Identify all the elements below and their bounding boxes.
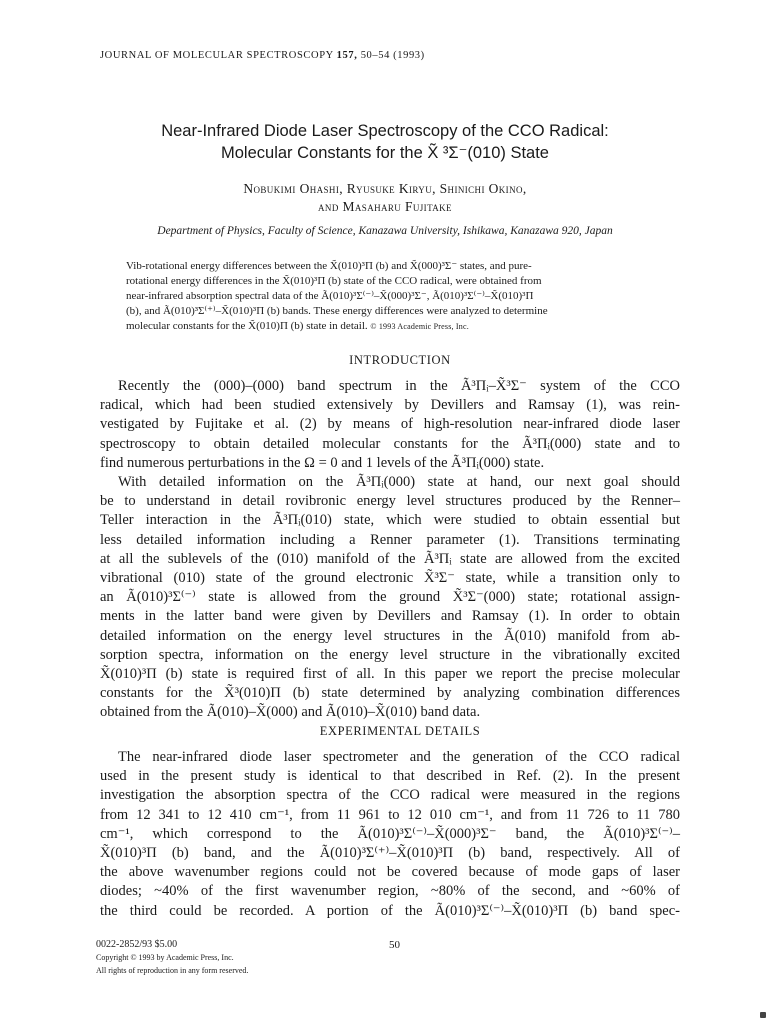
text-line: at all the sublevels of the (010) manifold of the Ã³Πᵢ state are allowed from the excited	[100, 550, 680, 567]
text-line: find numerous perturbations in the Ω = 0 and 1 levels of the Ã³Πᵢ(000) state.	[100, 454, 545, 471]
abstract-line: rotational energy differences in the X̃(010)³Π (b) state of the CCO radical, were obtained from	[126, 275, 542, 287]
page-number: 50	[389, 939, 400, 951]
text-line: ments in the latter band were given by Devillers and Ramsay (1). In order to obtain	[100, 608, 680, 625]
text-line: investigation the absorption spectra of the CCO radical were measured in the regions	[100, 787, 680, 804]
text-line: an Ã(010)³Σ⁽⁻⁾ state is allowed from the ground X̃³Σ⁻(000) state; rotational assign-	[100, 589, 680, 606]
abstract	[126, 259, 671, 334]
author-list	[90, 180, 680, 216]
text-line: radical, which had been studied extensively by Devillers and Ramsay (1), was rein-	[100, 397, 680, 414]
text-line: obtained from the Ã(010)–X̃(000) and Ã(010)–X̃(010) band data.	[100, 704, 481, 721]
text-line: vibrational (010) state of the ground electronic X̃³Σ⁻ state, while a transition only to	[100, 570, 680, 587]
text-line: used in the present study is identical to that described in Ref. (2). In the present	[100, 768, 680, 785]
text-line: spectroscopy to obtain detailed molecular constants for the Ã³Πᵢ(000) state and to	[100, 435, 680, 452]
scan-edge-mark	[760, 1012, 766, 1018]
footer-copyright: Copyright © 1993 by Academic Press, Inc.	[96, 953, 234, 962]
article-title	[90, 120, 680, 164]
text-line: be to understand in detail rovibronic energy level structures produced by the Renner–	[100, 493, 680, 510]
abstract-line	[126, 319, 671, 334]
section-heading-introduction: INTRODUCTION	[349, 353, 451, 367]
volume-number: 157,	[336, 50, 358, 61]
author-line: and Masaharu Fujitake	[318, 199, 452, 214]
abstract-line: near-infrared absorption spectral data of the Ã(010)³Σ⁽⁻⁾–X̃(000)³Σ⁻, Ã(010)³Σ⁽⁻⁾–X̃(010)³Π	[126, 290, 534, 302]
author-line: Nobukimi Ohashi, Ryusuke Kiryu, Shinichi Okino,	[243, 181, 527, 196]
pages-year: 50–54 (1993)	[360, 50, 425, 61]
text-line: the third could be recorded. A portion of the Ã(010)³Σ⁽⁻⁾–X̃(010)³Π (b) band spec-	[100, 902, 680, 919]
title-line: Molecular Constants for the X̃ ³Σ⁻(010) State	[221, 144, 549, 162]
text-line: X̃(010)³Π (b) state is required first of all. In this paper we report the precise molecular	[100, 666, 680, 683]
abstract-line: (b), and Ã(010)³Σ⁽⁺⁾–X̃(010)³Π (b) bands. These energy differences were analyzed to determine	[126, 305, 548, 317]
issn-price: 0022-2852/93 $5.00	[96, 939, 178, 950]
text-line: from 12 341 to 12 410 cm⁻¹, from 11 961 to 12 010 cm⁻¹, and from 11 726 to 11 780	[100, 806, 680, 823]
footer-rights: All rights of reproduction in any form reserved.	[96, 966, 249, 975]
section-heading-experimental: EXPERIMENTAL DETAILS	[319, 724, 481, 738]
title-line: Near-Infrared Diode Laser Spectroscopy of the CCO Radical:	[161, 122, 609, 140]
experimental-text	[100, 748, 680, 921]
journal-name: JOURNAL OF MOLECULAR SPECTROSCOPY	[100, 50, 334, 61]
text-line: the above wavenumber regions could not be covered because of mode gaps of laser	[100, 864, 680, 881]
text-line: vestigated by Fujitake et al. (2) by means of high-resolution near-infrared diode laser	[100, 416, 680, 433]
footer-notice	[96, 938, 248, 977]
text-line: Recently the (000)–(000) band spectrum in the Ã³Πᵢ–X̃³Σ⁻ system of the CCO	[118, 378, 680, 394]
text-line: cm⁻¹, which correspond to the Ã(010)³Σ⁽⁻⁾–X̃(000)³Σ⁻ band, the Ã(010)³Σ⁽⁻⁾–	[100, 825, 680, 842]
affiliation: Department of Physics, Faculty of Science, Kanazawa University, Ishikawa, Kanazawa 920, Japan	[157, 225, 613, 237]
text-line: X̃(010)³Π (b) band, and the Ã(010)³Σ⁽⁺⁾–X̃(010)³Π (b) band, respectively. All of	[100, 845, 680, 862]
text-line: The near-infrared diode laser spectrometer and the generation of the CCO radical	[118, 749, 680, 765]
abstract-copyright: © 1993 Academic Press, Inc.	[370, 322, 469, 331]
introduction-text	[100, 377, 680, 723]
text-line: detailed information on the energy level structures in the Ã(010) manifold from ab-	[100, 627, 680, 644]
text-line: sorption spectra, information on the energy level structure in the vibrationally excited	[100, 646, 680, 663]
text-line: With detailed information on the Ã³Πᵢ(000) state at hand, our next goal should	[118, 474, 680, 491]
abstract-line: Vib-rotational energy differences between the X̃(010)³Π (b) and X̃(000)³Σ⁻ states, and pure-	[126, 260, 532, 272]
text-line: constants for the X̃³(010)Π (b) state determined by analyzing combination differences	[100, 685, 680, 702]
running-head	[100, 50, 425, 61]
text-line: Teller interaction in the Ã³Πᵢ(010) state, which were studied to obtain essential but	[100, 512, 680, 529]
abstract-line-text: molecular constants for the X̃(010)Π (b) state in detail.	[126, 320, 368, 332]
text-line: diodes; ~40% of the first wavenumber region, ~80% of the second, and ~60% of	[100, 883, 680, 900]
text-line: less detailed information including a Renner parameter (1). Transitions terminating	[100, 531, 680, 548]
